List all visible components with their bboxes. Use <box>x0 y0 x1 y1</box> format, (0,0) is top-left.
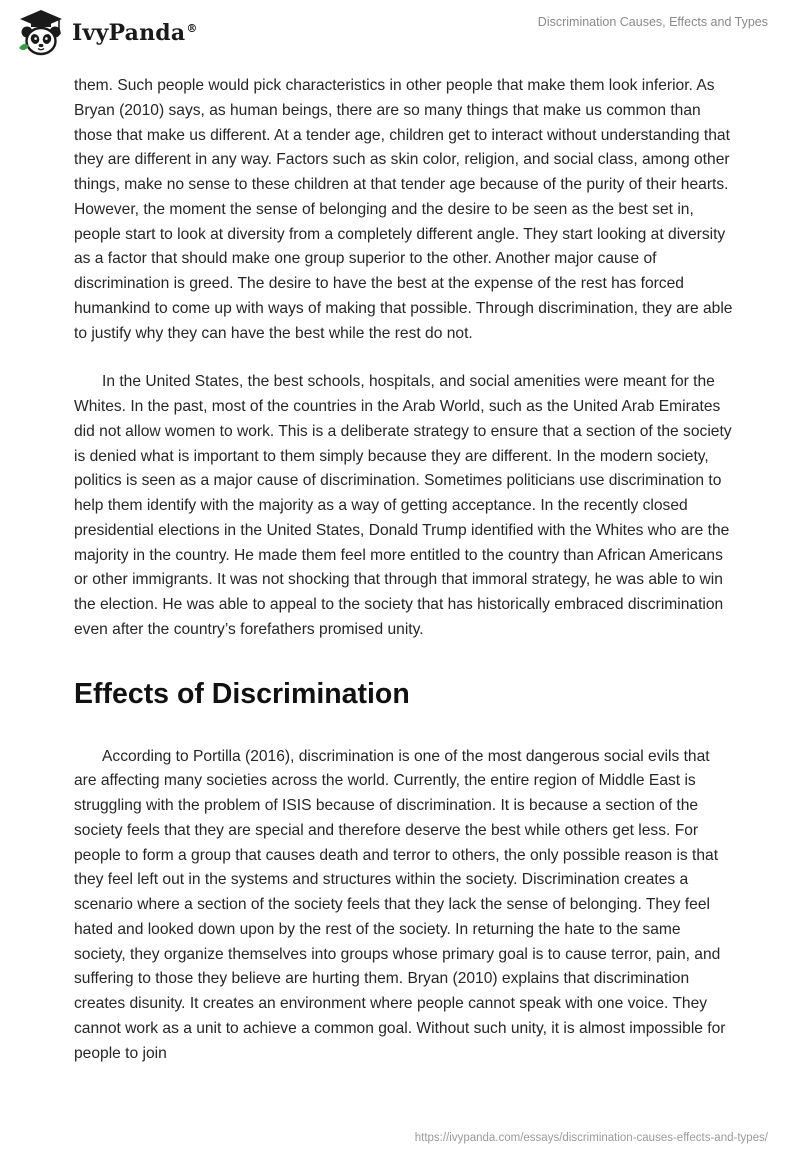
ivypanda-logo[interactable] <box>16 8 198 58</box>
panda-graduate-icon <box>16 8 66 58</box>
document-title: Discrimination Causes, Effects and Types <box>537 15 768 29</box>
essay-paragraph-1: them. Such people would pick characteristics in other people that make them look inferior. As Bryan (2010) says, as human beings, there are so many things that make us common than those that make us different. At a tender age, children get to interact without understanding that they are different in any way. Factors such as skin color, religion, and social class, among other things, make no sense to these children at that tender age because of the purity of their hearts. However, the moment the sense of belonging and the desire to be seen as the best set in, people start to look at diversity from a completely different angle. They start looking at diversity as a factor that should make one group superior to the other. Another major cause of discrimination is greed. The desire to have the best at the expense of the rest has forced humankind to come up with ways of making that possible. Through discrimination, they are able to justify why they can have the best while the rest do not. <box>74 77 733 342</box>
brand-name <box>72 20 198 46</box>
registered-mark: ® <box>186 21 198 35</box>
page-header <box>0 0 800 70</box>
essay-paragraph-2: In the United States, the best schools, hospitals, and social amenities were meant for the Whites. In the past, most of the countries in the Arab World, such as the United Arab Emirates did not allow women to work. This is a deliberate strategy to ensure that a section of the society is denied what is important to them simply because they are different. In the modern society, politics is seen as a major cause of discrimination. Sometimes politicians use discrimination to help them identify with the majority as a way of getting acceptance. In the recently closed presidential elections in the United States, Donald Trump identified with the Whites who are the majority in the country. He made them feel more entitled to the country than African Americans or other immigrants. It was not shocking that through that immoral strategy, he was able to win the election. He was able to appeal to the society that has historically embraced discrimination even after the country’s forefathers promised unity. <box>74 373 732 638</box>
brand-name-text: IvyPanda <box>72 20 186 46</box>
section-heading: Effects of Discrimination <box>74 677 410 710</box>
essay-content <box>74 74 734 1066</box>
source-url[interactable]: https://ivypanda.com/essays/discrimination-causes-effects-and-types/ <box>414 1132 768 1144</box>
essay-paragraph-3: According to Portilla (2016), discrimination is one of the most dangerous social evils that are affecting many societies across the world. Currently, the entire region of Middle East is struggling with the problem of ISIS because of discrimination. It is because a section of the society feels that they are special and therefore deserve the best while others get less. For people to form a group that causes death and terror to others, the only possible reason is that they feel left out in the systems and structures within the society. Discrimination creates a scenario where a section of the society feels that they lack the sense of belonging. They feel hated and looked down upon by the rest of the society. In returning the hate to the same society, they organize themselves into groups whose primary goal is to cause terror, pain, and suffering to those they believe are hurting them. Bryan (2010) explains that discrimination creates disunity. It creates an environment where people cannot speak with one voice. They cannot work as a unit to achieve a common goal. Without such unity, it is almost impossible for people to join <box>74 747 726 1062</box>
